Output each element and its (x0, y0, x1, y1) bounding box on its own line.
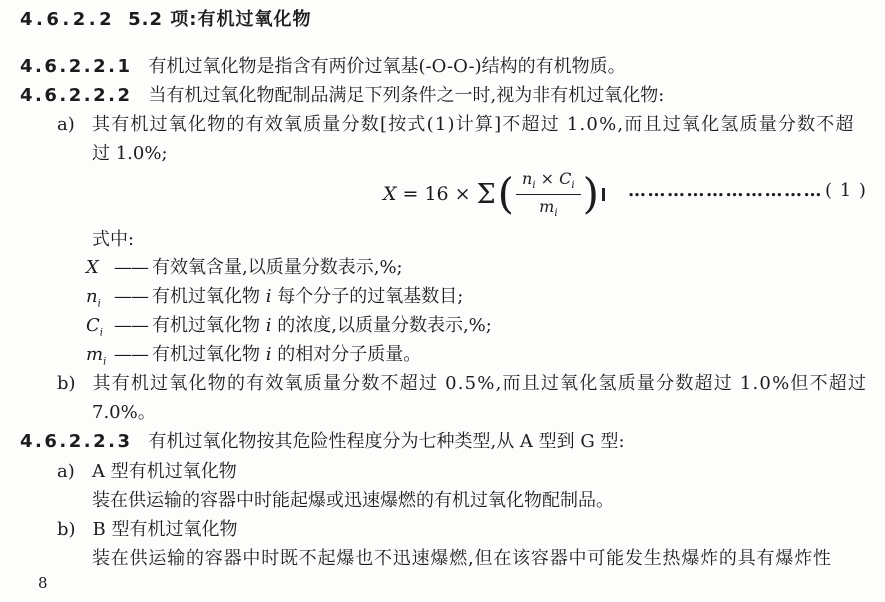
clause-number: 4.6.2.2.2 (20, 85, 133, 106)
section-heading (20, 9, 311, 31)
page-number: 8 (38, 574, 48, 592)
clause-4-6-2-2-2 (20, 85, 664, 107)
list-item-text: 其有机过氧化物的有效氧质量分数不超过 0.5%,而且过氧化氢质量分数超过 1.0%但不超过 (92, 373, 868, 394)
formula-1 (383, 168, 605, 220)
definition-dash: —— (114, 286, 148, 307)
definition-dash: —— (114, 344, 148, 365)
fraction-denominator: $m_i$ (539, 196, 558, 219)
definition-row-m (86, 344, 421, 374)
symbol: $n_i$ (86, 286, 101, 310)
list-item-a1 (57, 114, 855, 136)
sigma-symbol: Σ (476, 178, 496, 210)
clause-number: 4.6.2.2.3 (20, 431, 133, 452)
fraction-numerator: $n_i \times C_i$ (516, 169, 581, 194)
fraction (516, 169, 581, 218)
symbol: X (86, 257, 99, 278)
formula-number-label: ( 1 ) (825, 180, 867, 201)
clause-text: 当有机过氧化物配制品满足下列条件之一时,视为非有机过氧化物: (148, 85, 665, 106)
definition-row-C (86, 315, 492, 345)
list-item-title: B 型有机过氧化物 (92, 519, 238, 540)
list-item-text: 过 1.0%; (92, 143, 168, 164)
clause-4-6-2-2-1 (20, 56, 626, 78)
list-item-a2 (57, 461, 237, 483)
section-heading-title: 5.2 项:有机过氧化物 (128, 9, 312, 30)
where-label (92, 229, 134, 251)
list-item-text: 装在供运输的容器中时既不起爆也不迅速爆燃,但在该容器中可能发生热爆炸的具有爆炸性 (92, 548, 832, 569)
clause-text: 有机过氧化物是指含有两价过氧基(-O-O-)结构的有机物质。 (148, 56, 626, 77)
list-item-b1-continuation (92, 402, 156, 424)
list-item-a2-description (92, 490, 614, 512)
definition-text: 有机过氧化物 i 的浓度,以质量分数表示,%; (152, 315, 492, 336)
list-item-text: 7.0%。 (92, 402, 156, 423)
symbol: $m_i$ (86, 344, 107, 368)
formula-coefficient: 16 (424, 183, 449, 205)
where-label-text: 式中: (92, 229, 135, 250)
definition-text: 有机过氧化物 i 每个分子的过氧基数目; (152, 286, 464, 307)
symbol: $C_i$ (86, 315, 103, 339)
equals-sign: = (402, 183, 419, 205)
list-item-marker: a) (57, 461, 75, 482)
definition-dash: —— (114, 315, 148, 336)
list-item-marker: b) (57, 519, 76, 540)
definition-text: 有效氧含量,以质量分数表示,%; (152, 257, 403, 278)
definition-row-n (86, 286, 463, 316)
multiply-sign: × (454, 183, 471, 205)
list-item-text: 其有机过氧化物的有效氧质量分数[按式(1)计算]不超过 1.0%,而且过氧化氢质量分数不超 (92, 114, 855, 135)
definition-dash: —— (114, 257, 148, 278)
list-item-marker: b) (57, 373, 76, 394)
formula-lhs: X (383, 183, 397, 205)
definition-text: 有机过氧化物 i 的相对分子质量。 (152, 344, 422, 365)
list-item-text: 装在供运输的容器中时能起爆或迅速爆燃的有机过氧化物配制品。 (92, 490, 614, 511)
close-paren: ) (582, 169, 599, 219)
open-paren: ( (497, 169, 515, 219)
dot-leader: ………………………… (628, 180, 823, 201)
clause-4-6-2-2-3 (20, 431, 625, 453)
definition-row-X (86, 257, 403, 287)
section-heading-number: 4.6.2.2 (20, 9, 116, 30)
scan-artifact-tick (602, 188, 605, 201)
formula-leader (628, 180, 867, 201)
list-item-b2-description (92, 548, 832, 570)
list-item-title: A 型有机过氧化物 (92, 461, 237, 482)
list-item-a1-continuation (92, 143, 168, 165)
list-item-b1 (57, 373, 867, 395)
clause-number: 4.6.2.2.1 (20, 56, 133, 77)
list-item-marker: a) (57, 114, 75, 135)
clause-text: 有机过氧化物按其危险性程度分为七种类型,从 A 型到 G 型: (148, 431, 625, 452)
list-item-b2 (57, 519, 238, 541)
